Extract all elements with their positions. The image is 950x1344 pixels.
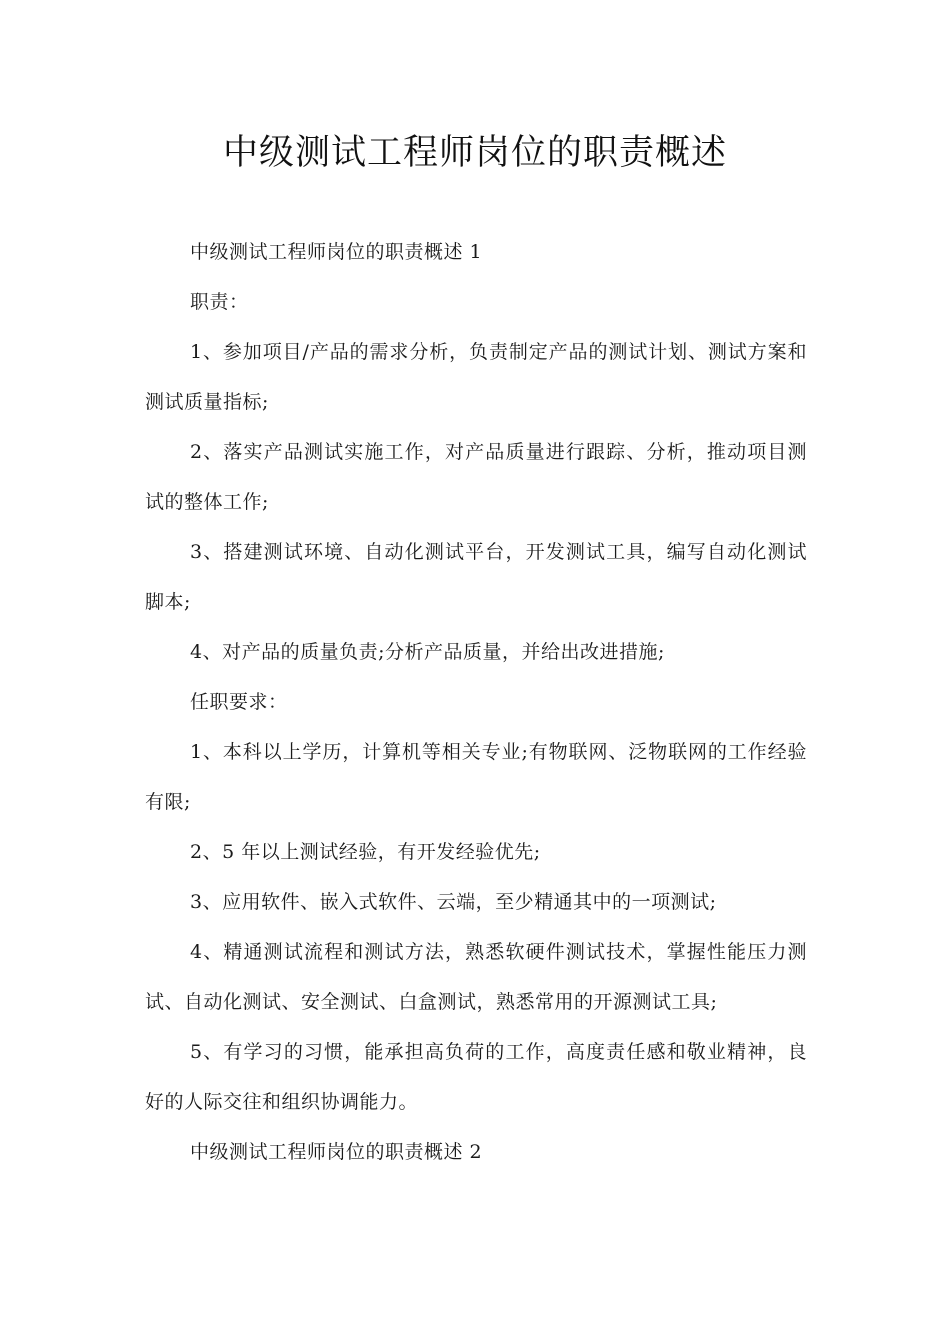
section-heading-1: 中级测试工程师岗位的职责概述 1 bbox=[190, 241, 483, 263]
responsibility-item: 3、搭建测试环境、自动化测试平台，开发测试工具，编写自动化测试脚本; bbox=[145, 541, 807, 613]
responsibility-item: 4、对产品的质量负责;分析产品质量，并给出改进措施; bbox=[190, 641, 665, 663]
requirement-item: 3、应用软件、嵌入式软件、云端，至少精通其中的一项测试; bbox=[190, 891, 717, 913]
document-title: 中级测试工程师岗位的职责概述 bbox=[222, 133, 727, 173]
responsibilities-label: 职责： bbox=[190, 291, 249, 313]
document-body bbox=[145, 227, 807, 1177]
requirement-item: 4、精通测试流程和测试方法，熟悉软硬件测试技术，掌握性能压力测试、自动化测试、安全测试、白盒测试，熟悉常用的开源测试工具; bbox=[145, 941, 807, 1013]
requirements-label: 任职要求： bbox=[190, 691, 288, 713]
responsibility-item: 2、落实产品测试实施工作，对产品质量进行跟踪、分析，推动项目测试的整体工作; bbox=[145, 441, 807, 513]
requirement-item: 1、本科以上学历，计算机等相关专业;有物联网、泛物联网的工作经验有限; bbox=[145, 741, 807, 813]
requirement-item: 2、5 年以上测试经验，有开发经验优先; bbox=[190, 841, 541, 863]
requirement-item: 5、有学习的习惯，能承担高负荷的工作，高度责任感和敬业精神，良好的人际交往和组织协调能力。 bbox=[145, 1041, 807, 1113]
responsibility-item: 1、参加项目/产品的需求分析，负责制定产品的测试计划、测试方案和测试质量指标; bbox=[145, 341, 807, 413]
section-heading-2: 中级测试工程师岗位的职责概述 2 bbox=[190, 1141, 483, 1163]
